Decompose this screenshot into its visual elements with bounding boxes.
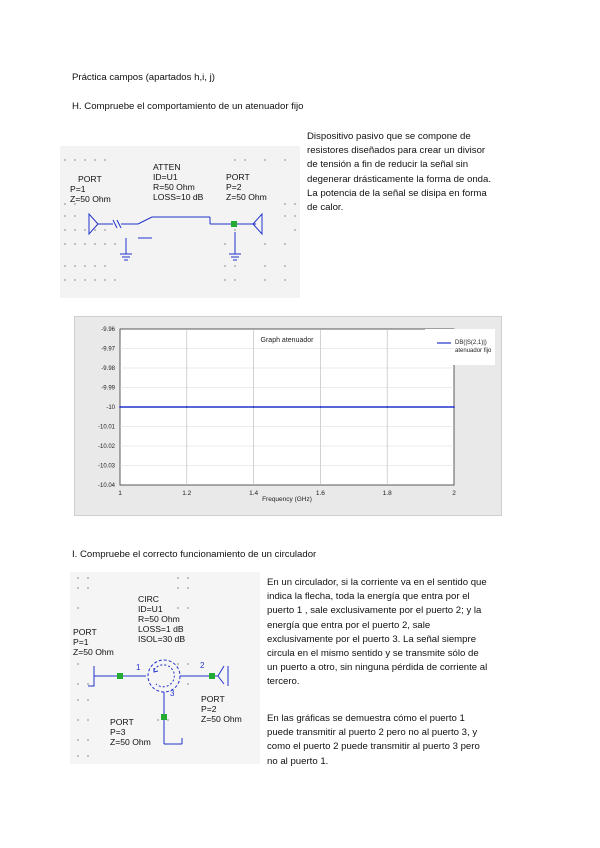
y-tick-label: -10.03	[97, 463, 115, 470]
para2-line: como el puerto 2 puede transmitir al puerto 3 pero	[267, 741, 480, 753]
series-point	[186, 406, 188, 408]
para1-line: En un circulador, si la corriente va en el sentido que	[267, 577, 487, 588]
para1-line: puerto 1 , sale exclusivamente por el puerto 2; y la	[267, 605, 482, 617]
attenuator-schematic-drawing	[60, 146, 300, 298]
attenuator-chart	[75, 317, 501, 515]
x-tick-label: 1.8	[382, 490, 392, 497]
legend-label: DB(|S(2,1)|)	[455, 340, 487, 346]
circ-r: R=50 Ohm	[138, 614, 180, 624]
y-tick-label: -10.04	[97, 483, 115, 489]
cport3-name: PORT	[110, 717, 134, 727]
x-tick-label: 1.2	[182, 490, 192, 497]
chart-title: Graph atenuador	[260, 337, 314, 344]
port2-p: P=2	[226, 182, 242, 192]
desc-line: La potencia de la señal se disipa en forma	[307, 187, 487, 199]
x-tick-label: 1	[118, 490, 122, 497]
cport2-name: PORT	[201, 694, 225, 704]
x-tick-label: 1.4	[249, 490, 259, 497]
series-point	[320, 406, 322, 408]
desc-line: degenerar drásticamente la forma de onda.	[307, 173, 491, 185]
desc-line: Dispositivo pasivo que se compone de	[307, 131, 471, 142]
document-title: Práctica campos (apartados h,i, j)	[72, 72, 215, 83]
atten-name: ATTEN	[153, 162, 181, 172]
cport1-name: PORT	[73, 627, 97, 637]
atten-r: R=50 Ohm	[153, 182, 195, 192]
desc-line: resistores diseñados para crear un divisor	[307, 145, 486, 157]
cport3-z: Z=50 Ohm	[110, 737, 151, 747]
cport2-z: Z=50 Ohm	[201, 714, 242, 724]
attenuator-node	[231, 221, 237, 227]
para1-line: indica la flecha, toda la energía que entra por el	[267, 591, 470, 603]
attenuator-wiring	[89, 214, 262, 260]
circ-isol: ISOL=30 dB	[138, 634, 186, 644]
atten-loss: LOSS=10 dB	[153, 192, 204, 202]
x-tick-label: 2	[452, 490, 456, 497]
desc-line: de calor.	[307, 202, 344, 214]
y-tick-label: -10.01	[97, 424, 115, 431]
legend-box	[425, 329, 495, 365]
node-label-2: 2	[200, 661, 205, 670]
cport1-z: Z=50 Ohm	[73, 647, 114, 657]
para1-line: un puerto a otro, sin ninguna pérdida de corriente al	[267, 662, 488, 674]
series-point	[386, 406, 388, 408]
cport2-p: P=2	[201, 704, 217, 714]
y-tick-label: -9.97	[101, 346, 115, 353]
port1-z: Z=50 Ohm	[70, 194, 111, 204]
circ-node-3	[161, 714, 167, 720]
node-label-3: 3	[170, 689, 175, 698]
port2-z: Z=50 Ohm	[226, 192, 267, 202]
series-point	[119, 406, 121, 408]
section-i-paragraph-1	[267, 576, 537, 690]
y-tick-label: -9.96	[101, 327, 115, 333]
para1-line: circula en el mismo sentido y se transmite sólo de	[267, 648, 479, 660]
cport1-p: P=1	[73, 637, 89, 647]
y-tick-label: -10	[106, 405, 115, 411]
cport3-p: P=3	[110, 727, 126, 737]
para2-line: En las gráficas se demuestra cómo el puerto 1	[267, 713, 465, 724]
circulator-schematic-drawing	[70, 572, 260, 764]
attenuator-schematic	[60, 146, 300, 298]
para1-line: exclusivamente por el puerto 3. La señal siempre	[267, 633, 477, 645]
section-i-heading: I. Compruebe el correcto funcionamiento de un circulador	[72, 549, 317, 560]
para1-line: tercero.	[267, 676, 300, 688]
desc-line: de tensión a fin de reducir la señal sin	[307, 159, 469, 171]
circ-id: ID=U1	[138, 604, 163, 614]
circ-name: CIRC	[138, 594, 160, 604]
atten-id: ID=U1	[153, 172, 178, 182]
attenuator-graph	[74, 316, 502, 516]
x-tick-label: 1.6	[315, 490, 325, 497]
circ-node-2	[209, 673, 215, 679]
circ-node-1	[117, 673, 123, 679]
legend-sublabel: atenuador fijo	[455, 348, 492, 354]
para1-line: energía que entra por el puerto 2, sale	[267, 619, 431, 631]
para2-line: no al puerto 1.	[267, 755, 329, 767]
section-i-paragraph-2	[267, 712, 537, 769]
para2-line: puede transmitir al puerto 2 pero no al puerto 3, y	[267, 727, 478, 739]
y-tick-label: -9.98	[101, 366, 115, 372]
node-label-1: 1	[136, 663, 141, 672]
port1-name: PORT	[78, 174, 102, 184]
y-tick-label: -9.99	[101, 385, 115, 392]
section-h-heading: H. Compruebe el comportamiento de un atenuador fijo	[72, 101, 304, 112]
circ-loss: LOSS=1 dB	[138, 624, 184, 634]
circulator-schematic	[70, 572, 260, 764]
chart-xlabel: Frequency (GHz)	[262, 496, 312, 503]
port2-name: PORT	[226, 172, 250, 182]
port1-p: P=1	[70, 184, 86, 194]
series-point	[453, 406, 455, 408]
series-point	[253, 406, 255, 408]
y-tick-label: -10.02	[97, 444, 115, 450]
section-h-description	[307, 130, 547, 215]
